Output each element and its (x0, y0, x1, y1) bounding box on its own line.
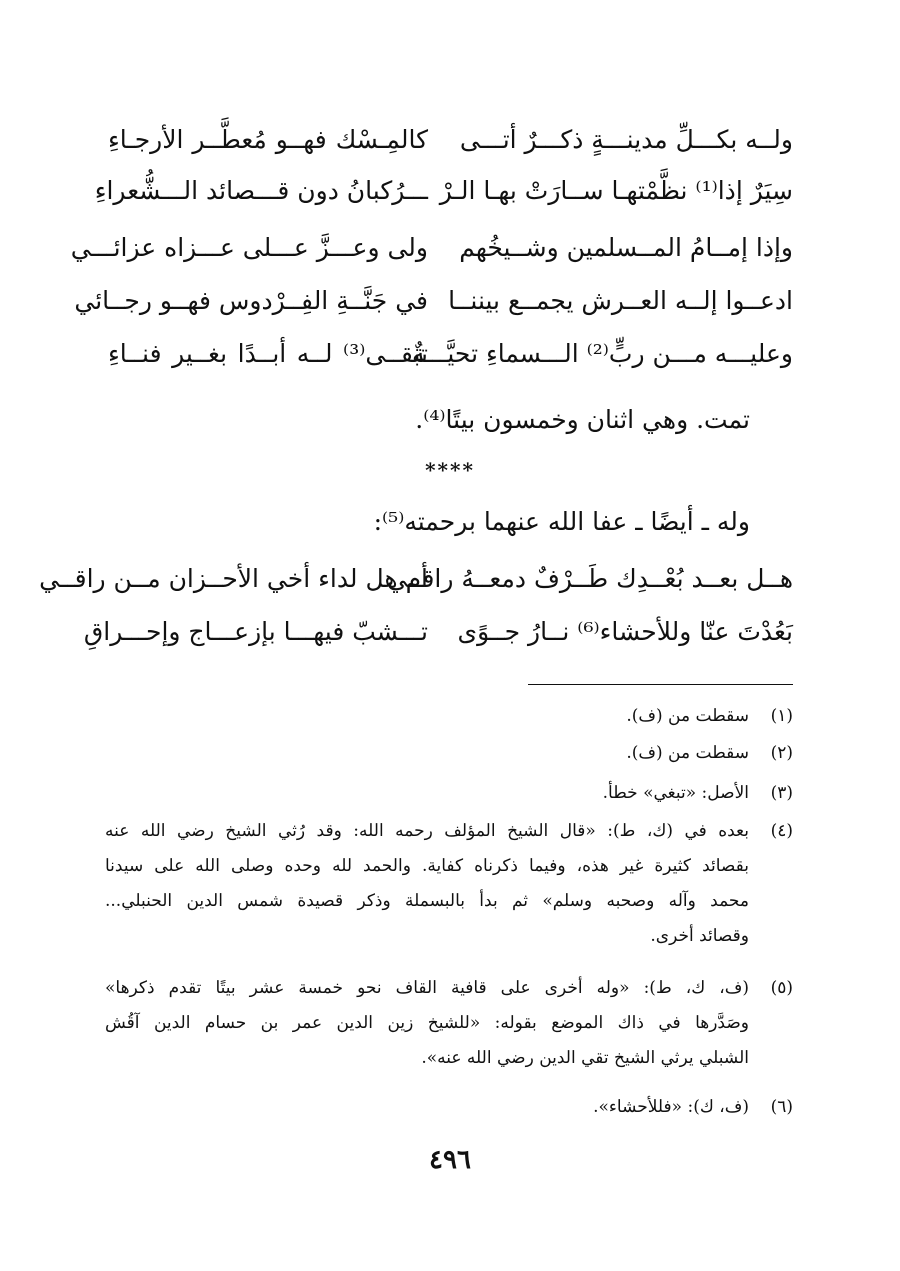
verse-first-hemistich: ولــه بكـــلِّ مدينـــةٍ ذكـــرٌ أتـــى (459, 125, 793, 154)
verse-first-hemistich: هــل بعــد بُعْــدِك طَــرْفٌ دمعــهُ راقــي (386, 564, 793, 593)
footnote (105, 776, 793, 811)
page-number: ٤٩٦ (429, 1145, 471, 1175)
verse-second-hemistich: ولى وعـــزَّ عـــلى عـــزاه عزائـــي (70, 233, 428, 262)
verse-second-hemistich: تبقــى⁽³⁾ لــه أبــدًا بغــير فنــاءِ (108, 339, 428, 368)
poem-closing-note: تمت. وهي اثنان وخمسون بيتًا⁽⁴⁾. (415, 405, 750, 434)
verse-second-hemistich: كالمِـسْك فهــو مُعطَّــر الأرجـاءِ (108, 125, 428, 154)
footnote-text: (ف، ك): «فللأحشاء». (593, 1097, 749, 1117)
footnote-text: الشبلي يرثي الشيخ تقي الدين رضي الله عنه». (421, 1048, 749, 1068)
footnote-text: وصَدَّرها في ذاك الموضع بقوله: «للشيخ زين الدين عمر بن حسام الدين آقُش (105, 1013, 749, 1033)
poem-intro: وله ـ أيضًا ـ عفا الله عنهما برحمته⁽⁵⁾: (373, 507, 750, 536)
verse-line (39, 556, 793, 602)
verse-first-hemistich: سِيَرٌ إذا⁽¹⁾ نظَّمْتهـا ســارَتْ بهـا الـرْ (439, 176, 793, 205)
footnote (105, 1090, 793, 1125)
verse-line (83, 609, 793, 655)
footnote-text: سقطت من (ف). (626, 706, 749, 726)
footnote-number: (٦) (770, 1097, 793, 1117)
footnote (105, 814, 793, 954)
verse-second-hemistich: ـــرُكبانُ دون قـــصائد الـــشُّعراءِ (94, 176, 428, 205)
footnote-number: (٥) (770, 978, 793, 998)
verse-first-hemistich: وإذا إمــامُ المــسلمين وشــيخُهم (459, 233, 793, 262)
footnote (105, 971, 793, 1076)
footnote (105, 699, 793, 734)
verse-second-hemistich: تـــشبّ فيهـــا بإزعـــاج وإحـــراقِ (83, 617, 428, 646)
footnote-number: (٤) (770, 821, 793, 841)
footnote-text: بعده في (ك، ط): «قال الشيخ المؤلف رحمه الله: وقد رُثي الشيخ رضي الله عنه (105, 821, 749, 841)
verse-first-hemistich: ادعــوا إلــه العــرش يجمــع بيننــا (448, 286, 793, 315)
footnote (105, 736, 793, 771)
footnote-number: (١) (770, 706, 793, 726)
footnote-text: سقطت من (ف). (626, 743, 749, 763)
verse-line (108, 331, 793, 377)
footnote-text: وقصائد أخرى. (650, 926, 749, 946)
footnote-text: بقصائد كثيرة غير هذه، وفيما ذكرناه كفاية. والحمد لله وحده وصلى الله على سيدنا (105, 856, 749, 876)
verse-second-hemistich: في جَنَّــةِ الفِــرْدوس فهــو رجــائي (74, 286, 428, 315)
verse-first-hemistich: وعليـــه مـــن ربٍّ⁽²⁾ الـــسماءِ تحيَّـــةٌ (412, 339, 793, 368)
footnote-number: (٣) (770, 783, 793, 803)
verse-line (94, 168, 793, 214)
footnote-text: الأصل: «تبغي» خطأ. (602, 783, 749, 803)
verse-second-hemistich: أم هل لداء أخي الأحــزان مــن راقــي (39, 564, 428, 593)
verse-line (108, 117, 793, 163)
verse-line (74, 278, 793, 324)
footnote-text: محمد وآله وصحبه وسلم» ثم بدأ بالبسملة وذكر قصيدة شمس الدين الحنبلي... (105, 891, 749, 911)
footnote-divider (528, 684, 793, 685)
verse-first-hemistich: بَعُدْتَ عنّا وللأحشاء⁽⁶⁾ نــارُ جــوًى (457, 617, 793, 646)
verse-line (70, 225, 793, 271)
footnote-number: (٢) (770, 743, 793, 763)
footnote-text: (ف، ك، ط): «وله أخرى على قافية القاف نحو خمسة عشر بيتًا تقدم ذكرها» (105, 978, 749, 998)
section-separator: **** (425, 458, 475, 482)
